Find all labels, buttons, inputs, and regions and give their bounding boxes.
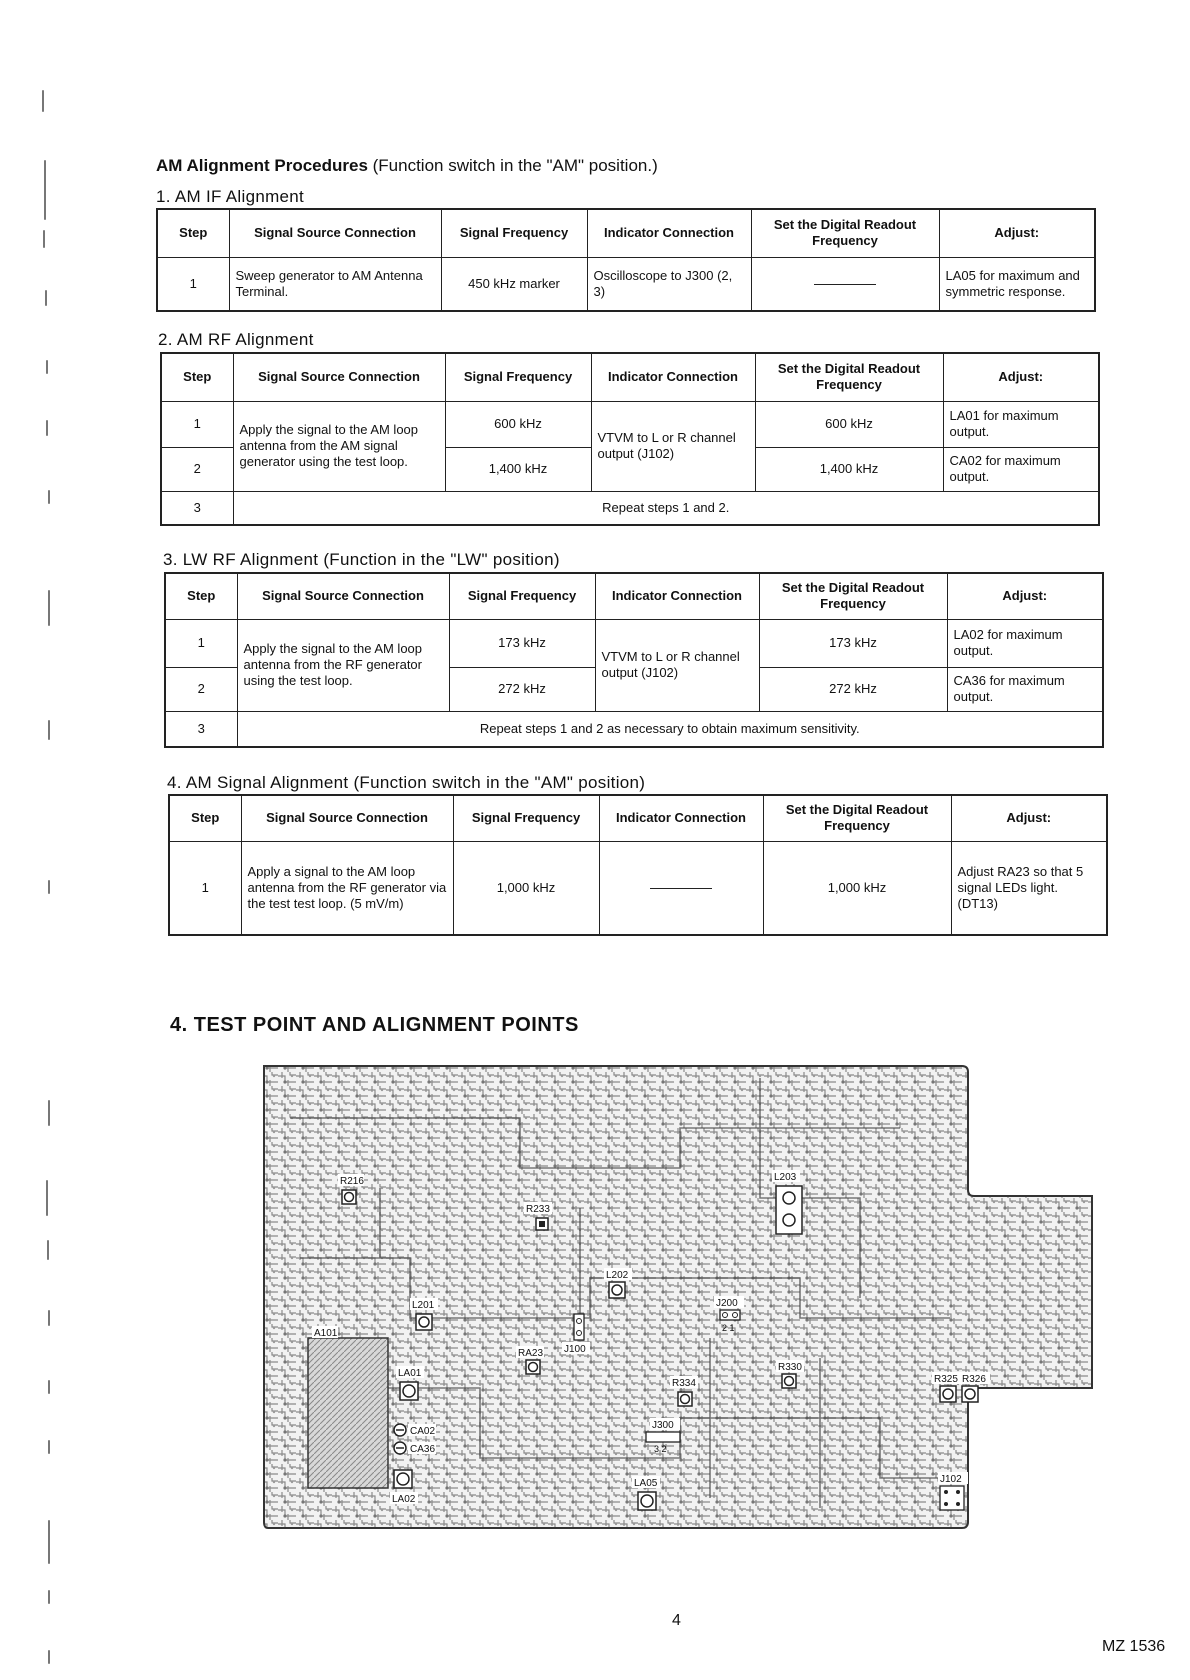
table-row: [169, 841, 1107, 935]
col-signal-source: Signal Source Connection: [237, 573, 449, 619]
table-header-row: [161, 353, 1099, 401]
readout-cell: 272 kHz: [759, 667, 947, 711]
r325-label: R325: [934, 1374, 958, 1385]
r330-label: R330: [778, 1362, 802, 1373]
source-cell: Apply a signal to the AM loop antenna from the RF generator via the test test loop. (5 mV/m): [241, 841, 453, 935]
indicator-cell: VTVM to L or R channel output (J102): [591, 401, 755, 491]
dash-mark: [814, 284, 876, 285]
col-readout: Set the Digital Readout Frequency: [759, 573, 947, 619]
j200-label: J200: [716, 1298, 738, 1309]
section-3-title: 3. LW RF Alignment (Function in the "LW" position): [163, 550, 560, 569]
step-cell: 2: [161, 447, 233, 491]
readout-cell: [751, 257, 939, 311]
ra23-label: RA23: [518, 1348, 544, 1359]
j300-label: J300: [652, 1420, 674, 1431]
frequency-cell: 173 kHz: [449, 619, 595, 667]
l203-label: L203: [774, 1172, 797, 1183]
j100-label: J100: [564, 1344, 586, 1355]
am-if-alignment-table: [156, 208, 1096, 312]
source-cell: Apply the signal to the AM loop antenna from the RF generator using the test loop.: [237, 619, 449, 711]
col-readout: Set the Digital Readout Frequency: [763, 795, 951, 841]
j200-pins: 2 1: [722, 1323, 735, 1333]
indicator-cell: [599, 841, 763, 935]
col-signal-source: Signal Source Connection: [233, 353, 445, 401]
frequency-cell: 1,400 kHz: [445, 447, 591, 491]
frequency-cell: 1,000 kHz: [453, 841, 599, 935]
adjust-cell: LA02 for maximum output.: [947, 619, 1103, 667]
col-step: Step: [165, 573, 237, 619]
l203-point: [772, 1170, 802, 1234]
col-readout: Set the Digital Readout Frequency: [751, 209, 939, 257]
ca02-point: [394, 1424, 436, 1437]
col-adjust: Adjust:: [939, 209, 1095, 257]
ca36-point: [394, 1442, 436, 1455]
col-indicator: Indicator Connection: [591, 353, 755, 401]
table-header-row: [157, 209, 1095, 257]
col-signal-frequency: Signal Frequency: [453, 795, 599, 841]
col-indicator: Indicator Connection: [599, 795, 763, 841]
frequency-cell: 272 kHz: [449, 667, 595, 711]
a101-coil-block: [308, 1338, 388, 1488]
ca36-label: CA36: [410, 1444, 436, 1455]
table-row: [157, 257, 1095, 311]
section-4-title: 4. AM Signal Alignment (Function switch in the "AM" position): [167, 773, 646, 792]
j300-pins: 3 2: [654, 1444, 667, 1454]
indicator-cell: Oscilloscope to J300 (2, 3): [587, 257, 751, 311]
step-cell: 1: [161, 401, 233, 447]
procedures-title-bold: AM Alignment Procedures: [156, 156, 368, 175]
col-signal-frequency: Signal Frequency: [449, 573, 595, 619]
source-cell: Sweep generator to AM Antenna Terminal.: [229, 257, 441, 311]
repeat-cell: Repeat steps 1 and 2.: [233, 491, 1099, 525]
readout-cell: 1,400 kHz: [755, 447, 943, 491]
step-cell: 3: [165, 711, 237, 747]
page-number: 4: [672, 1612, 681, 1629]
table-header-row: [169, 795, 1107, 841]
model-number: MZ 1536: [1102, 1638, 1166, 1655]
step-cell: 3: [161, 491, 233, 525]
col-step: Step: [169, 795, 241, 841]
readout-cell: 1,000 kHz: [763, 841, 951, 935]
readout-cell: 600 kHz: [755, 401, 943, 447]
col-indicator: Indicator Connection: [595, 573, 759, 619]
j102-label: J102: [940, 1474, 962, 1485]
col-adjust: Adjust:: [943, 353, 1099, 401]
ca02-label: CA02: [410, 1426, 436, 1437]
col-adjust: Adjust:: [947, 573, 1103, 619]
source-cell: Apply the signal to the AM loop antenna from the AM signal generator using the test loop.: [233, 401, 445, 491]
adjust-cell: LA05 for maximum and symmetric response.: [939, 257, 1095, 311]
j102-point: [938, 1472, 968, 1510]
table-row: [161, 401, 1099, 447]
test-point-title: 4. TEST POINT AND ALIGNMENT POINTS: [170, 1014, 579, 1036]
frequency-cell: 450 kHz marker: [441, 257, 587, 311]
table-row: [161, 491, 1099, 525]
step-cell: 1: [165, 619, 237, 667]
la05-label: LA05: [634, 1478, 658, 1489]
readout-cell: 173 kHz: [759, 619, 947, 667]
binding-edge-marks: [40, 80, 54, 1660]
la01-label: LA01: [398, 1368, 422, 1379]
step-cell: 1: [157, 257, 229, 311]
adjust-cell: Adjust RA23 so that 5 signal LEDs light. (DT13): [951, 841, 1107, 935]
section-1-title: 1. AM IF Alignment: [156, 187, 305, 206]
procedures-title: [156, 156, 658, 176]
lw-rf-alignment-table: [164, 572, 1104, 748]
step-cell: 2: [165, 667, 237, 711]
a101-point: [312, 1326, 338, 1339]
r216-label: R216: [340, 1176, 364, 1187]
col-signal-source: Signal Source Connection: [241, 795, 453, 841]
col-step: Step: [157, 209, 229, 257]
am-signal-alignment-table: [168, 794, 1108, 936]
section-2-title: 2. AM RF Alignment: [158, 330, 314, 349]
repeat-cell: Repeat steps 1 and 2 as necessary to obtain maximum sensitivity.: [237, 711, 1103, 747]
dash-mark: [650, 888, 712, 889]
col-indicator: Indicator Connection: [587, 209, 751, 257]
r326-label: R326: [962, 1374, 986, 1385]
adjust-cell: LA01 for maximum output.: [943, 401, 1099, 447]
la02-label: LA02: [392, 1494, 416, 1505]
a101-label: A101: [314, 1328, 338, 1339]
col-signal-source: Signal Source Connection: [229, 209, 441, 257]
table-row: [165, 711, 1103, 747]
table-header-row: [165, 573, 1103, 619]
col-step: Step: [161, 353, 233, 401]
l202-label: L202: [606, 1270, 629, 1281]
col-signal-frequency: Signal Frequency: [445, 353, 591, 401]
adjust-cell: CA36 for maximum output.: [947, 667, 1103, 711]
table-row: [165, 619, 1103, 667]
col-readout: Set the Digital Readout Frequency: [755, 353, 943, 401]
frequency-cell: 600 kHz: [445, 401, 591, 447]
procedures-title-rest: (Function switch in the "AM" position.): [367, 156, 658, 175]
pcb-test-point-diagram: [260, 1058, 1096, 1530]
col-signal-frequency: Signal Frequency: [441, 209, 587, 257]
col-adjust: Adjust:: [951, 795, 1107, 841]
indicator-cell: VTVM to L or R channel output (J102): [595, 619, 759, 711]
r334-label: R334: [672, 1378, 696, 1389]
l201-label: L201: [412, 1300, 435, 1311]
am-rf-alignment-table: [160, 352, 1100, 526]
adjust-cell: CA02 for maximum output.: [943, 447, 1099, 491]
step-cell: 1: [169, 841, 241, 935]
r233-label: R233: [526, 1204, 550, 1215]
